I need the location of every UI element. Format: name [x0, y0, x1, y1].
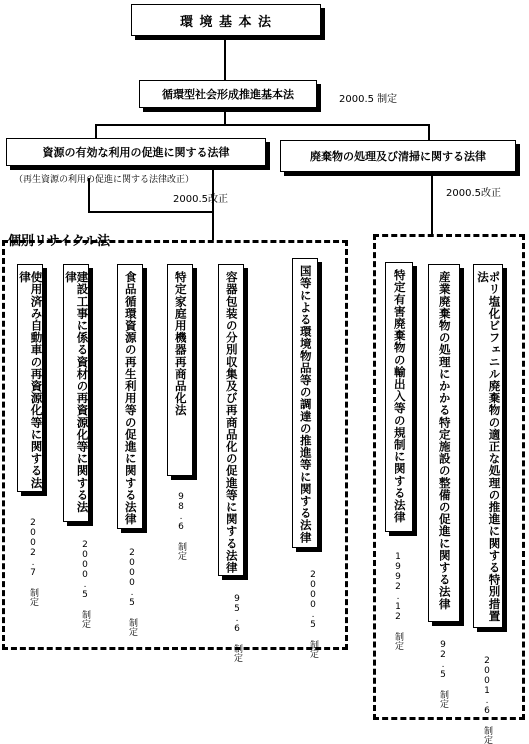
connector-branch-right [428, 124, 430, 140]
waste-law-3-date: 2001.6 制定 [482, 656, 492, 744]
connector-branch-left [95, 124, 97, 138]
environment-basic-law-box [131, 4, 321, 36]
resources-law-box [6, 138, 266, 166]
recycling-society-law-date: 2000.5 制定 [339, 94, 398, 105]
recycle-group-label: 個別リサイクル法 [8, 234, 111, 249]
connector-branch-horizontal [95, 124, 429, 126]
waste-law-1-date: 1992.12 制定 [393, 552, 403, 650]
connector-basic-down [224, 108, 226, 124]
recycle-law-4-title: 特定家庭用機器再商品化法 [173, 271, 188, 417]
recycle-law-4-box [167, 264, 193, 476]
resources-law-title: 資源の有効な利用の促進に関する法律 [42, 146, 230, 159]
recycle-law-3-title: 食品循環資源の再生利用等の促進に関する法律 [123, 271, 138, 526]
waste-law-3-title: ポリ塩化ビフェニル廃棄物の適正な処理の推進に関する特別措置法 [476, 271, 502, 622]
recycle-law-3-box [117, 264, 143, 529]
waste-law-2-title: 産業廃棄物の処理にかかる特定施設の整備の促進に関する法律 [437, 271, 452, 610]
recycle-law-6-date: 2000.5 制定 [308, 570, 318, 658]
recycle-law-2-title: 建設工事に係る資材の再資源化等に関する法律 [64, 271, 90, 513]
recycle-law-3-date: 2000.5 制定 [127, 548, 137, 636]
recycle-law-1-box [17, 264, 43, 492]
waste-law-1-box [385, 262, 413, 532]
waste-law-2-box [428, 264, 460, 622]
waste-law-1-title: 特定有害廃棄物の輸出入等の規制に関する法律 [392, 269, 407, 524]
recycle-law-2-box [63, 264, 89, 522]
waste-law-title: 廃棄物の処理及び清掃に関する法律 [310, 150, 486, 163]
recycle-law-5-title: 容器包装の分別収集及び再商品化の促進等に関する法律 [224, 271, 239, 574]
connector-waste-down [431, 172, 433, 234]
connector-top [224, 36, 226, 80]
waste-law-box [280, 140, 516, 172]
recycle-law-6-box [292, 258, 318, 548]
environment-basic-law-title: 環 境 基 本 法 [179, 14, 273, 30]
recycle-law-5-box [218, 264, 244, 576]
waste-law-date: 2000.5改正 [446, 188, 501, 199]
waste-law-3-box [473, 264, 503, 628]
waste-law-2-date: 92.5 制定 [438, 640, 448, 708]
recycling-society-law-box [139, 80, 317, 108]
recycle-law-5-date: 95.6 制定 [232, 594, 242, 662]
resources-law-subnote: （再生資源の利用の促進に関する法律改正） [14, 175, 195, 185]
recycle-law-1-date: 2002.7 制定 [28, 518, 38, 606]
resources-law-date: 2000.5改正 [173, 194, 228, 205]
recycle-law-1-title: 使用済み自動車の再資源化等に関する法律 [18, 271, 44, 489]
connector-merge-horizontal [88, 211, 214, 213]
recycle-law-2-date: 2000.5 制定 [80, 540, 90, 628]
recycle-law-6-title: 国等による環境物品等の調達の推進等に関する法律 [298, 265, 313, 544]
recycle-law-4-date: 98.6 制定 [176, 492, 186, 560]
recycling-society-law-title: 循環型社会形成推進基本法 [162, 88, 294, 101]
